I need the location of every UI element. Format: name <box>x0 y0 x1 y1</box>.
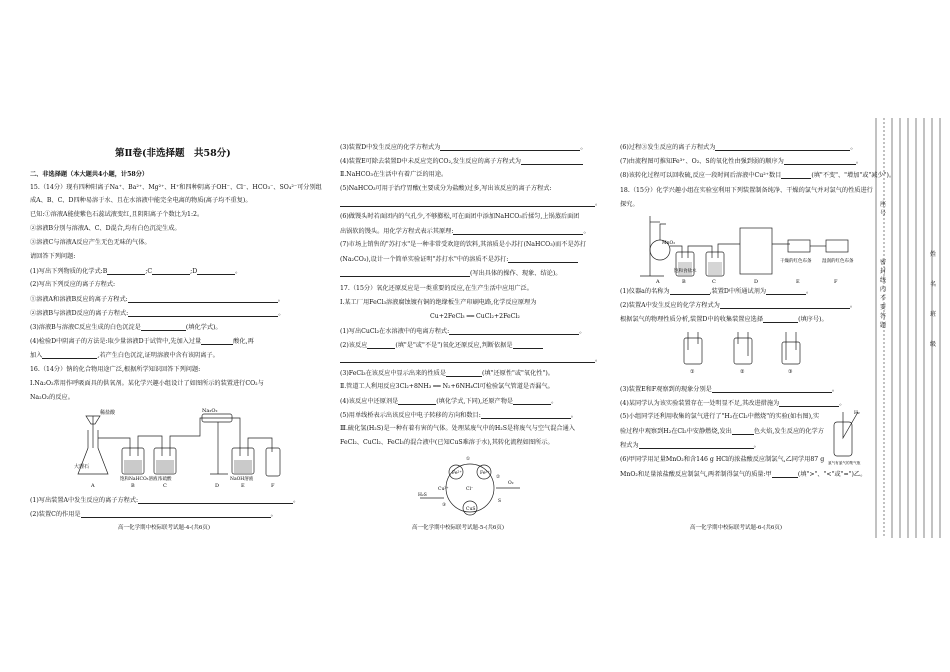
answer-blank[interactable] <box>784 158 856 165</box>
answer-blank[interactable] <box>508 256 578 263</box>
answer-blank[interactable] <box>720 302 850 309</box>
option-label: ③ <box>788 369 793 375</box>
text-line: (4)该反应中还原剂是 (填化学式,下同),还原产物是 。 <box>340 397 558 405</box>
answer-blank[interactable] <box>449 328 579 335</box>
cycle-label: CuS <box>466 507 476 512</box>
diagram-label: H₂ <box>854 411 860 416</box>
diagram-label: NaOH溶液 <box>230 477 254 482</box>
cycle-label: Cl⁻ <box>466 487 474 492</box>
answer-blank[interactable] <box>772 471 798 478</box>
diagram-letter: C <box>163 483 167 488</box>
cycle-label: ② <box>496 475 501 480</box>
q15-2: (2)写出下列反应的离子方程式: <box>30 281 116 288</box>
page-title: 第Ⅱ卷(非选择题 共58分) <box>115 148 231 159</box>
text-line: 出锅软的馒头。用化学方程式表示其原理: 。 <box>340 227 590 235</box>
diagram-label: Na₂O₂ <box>202 408 218 414</box>
binding-fields: 姓 名 班 级 <box>930 251 937 348</box>
text-line: (写出具体的操作、现象、结论)。 <box>340 270 561 277</box>
answer-blank[interactable] <box>440 144 580 151</box>
text-line: (5)用单线桥表示出该反应中电子转移的方向和数目: 。 <box>340 411 577 419</box>
apparatus-letter: A <box>656 279 660 284</box>
answer-blank[interactable] <box>141 324 186 331</box>
option-label: ① <box>690 369 695 375</box>
answer-blank[interactable] <box>715 144 850 151</box>
apparatus-label: 干燥的红色布条 <box>780 259 812 264</box>
answer-blank[interactable] <box>779 400 839 407</box>
co2-apparatus-diagram <box>50 408 290 488</box>
section-heading: 二、非选择题（本大题共4小题，计58分） <box>30 171 149 178</box>
text-line: 探究。 <box>620 201 639 208</box>
q18-intro: 18.（15分）化学兴趣小组在实验室利用下列装置制备纯净、干燥的氯气并对氯气的性质进行 <box>620 187 873 194</box>
answer-blank[interactable] <box>340 200 595 207</box>
diagram-label: 稀盐酸 <box>100 410 116 416</box>
box-d <box>740 228 772 274</box>
answer-blank[interactable] <box>128 310 278 317</box>
text-line: Ⅲ.硫化氢(H₂S)是一种有着有害的气体。处理某废气中的H₂S是将废气与空气混合通入 <box>340 425 575 432</box>
apparatus-letter: C <box>712 279 716 284</box>
q15-fact: ②溶液B分别与溶液A、C、D混合,均有白色沉淀生成。 <box>30 225 181 232</box>
answer-blank[interactable] <box>42 352 97 359</box>
apparatus-label: MnO₂ <box>662 241 675 246</box>
answer-line: 。 <box>340 200 601 207</box>
apparatus-letter: D <box>754 279 759 284</box>
q17-intro: 17.（15分）氧化还原反应是一类重要的反应,在生产生活中应用广泛。 <box>340 285 533 292</box>
diagram-label: 大理石 <box>74 464 90 470</box>
q15-intro-2: 成A、B、C、D四种易溶于水、且在水溶液中能完全电离的物质(离子均不重复)。 <box>30 197 252 204</box>
diagram-label: 氯气有氯气的集气瓶 <box>828 461 861 465</box>
h2-burning-diagram <box>828 408 868 468</box>
text-line: (1)仪器a的名称为 ,装置D中所通试剂为 。 <box>620 287 813 295</box>
text-line: (7)由流程图可推知Fe³⁺、O₂、S的氧化性由强到弱的顺序为 。 <box>620 157 863 165</box>
text-line: (6)做馒头时若面团内的气孔少,不够膨松,可在面团中添加NaHCO₃后揉匀,上锅蒸后面团 <box>340 213 580 220</box>
answer-blank[interactable] <box>712 386 832 393</box>
answer-blank[interactable] <box>367 342 395 349</box>
cycle-label: O₂ <box>508 481 514 486</box>
equation: Cu+2FeCl₃ ══ CuCl₂+2FeCl₂ <box>430 313 520 320</box>
answer-blank[interactable] <box>81 511 271 518</box>
text-line: 根据氯气的物理性质分析,装置D中的收集装置应选择 (填序号)。 <box>620 315 828 323</box>
answer-blank[interactable] <box>107 268 145 275</box>
cycle-label: H₂S <box>418 493 427 498</box>
answer-blank[interactable] <box>670 288 710 295</box>
text-line: FeCl₂、CuCl₂、FeCl₃的混合液中(已知CuS难溶于水),其转化流程如图所示。 <box>340 439 554 446</box>
q15-3: (3)溶液B与溶液C反应生成的白色沉淀是 (填化学式)。 <box>30 323 222 331</box>
diagram-letter: A <box>91 483 95 488</box>
q15-4b: 加入 ,若产生白色沉淀,证明溶液中含有该阴离子。 <box>30 351 219 359</box>
q16-intro: 16.（14分）钠的化合物用途广泛,根据所学知识回答下列问题: <box>30 366 201 373</box>
text-line: (Na₂CO₃),设计一个简单实验证明"苏打水"中的溶质不是苏打: <box>340 256 578 263</box>
binding-text: 座 号 密 封 线 内 不 要 答 题 <box>880 201 887 329</box>
tube-e <box>788 240 810 252</box>
text-line: MnO₂和足量浓盐酸反应制氯气,两者制得氯气的质量:甲 (填">"、"<"或"=")乙。 <box>620 470 867 478</box>
cycle-label: Fe³⁺ <box>480 471 490 476</box>
diagram-letter: E <box>241 483 245 488</box>
diagram-label: 浓硫酸 <box>158 477 172 482</box>
option-label: ② <box>740 369 745 375</box>
chlorine-apparatus-diagram <box>630 214 870 284</box>
collection-options <box>670 330 820 376</box>
answer-blank[interactable] <box>453 228 583 235</box>
text-line: 程式为 。 <box>620 441 760 449</box>
text-line: (4)某同学认为该实验装置存在一处明显不足,其改进措施为 。 <box>620 399 846 407</box>
answer-blank[interactable] <box>766 288 806 295</box>
q16-part-i-2: Na₂O₂的反应。 <box>30 394 74 401</box>
answer-blank[interactable] <box>513 398 551 405</box>
text-line: Ⅱ.NaHCO₃在生活中有着广泛的用途。 <box>340 171 448 178</box>
answer-blank[interactable] <box>763 316 798 323</box>
answer-blank[interactable] <box>521 158 583 165</box>
q16-part-i: Ⅰ.Na₂O₂常用作呼吸面具的供氧剂。某化学兴趣小组设计了如图所示的装置进行CO₂与 <box>30 380 264 387</box>
text-line: (2)装置A中发生反应的化学方程式为 。 <box>620 301 857 309</box>
q15-2a: ①溶液A和溶液B反应的离子方程式: 。 <box>30 295 284 303</box>
text-line: (4)装置E可除去装置D中未反应完的CO₂,发生反应的离子方程式为 <box>340 158 583 165</box>
text-line: Ⅰ.某工厂用FeCl₃溶液腐蚀镀有铜的绝缘板生产印刷电路,化学反应原理为 <box>340 299 537 306</box>
apparatus-letter: F <box>834 279 838 284</box>
cycle-label: ③ <box>442 503 447 508</box>
answer-blank[interactable] <box>197 268 235 275</box>
apparatus-label: 饱和食盐水 <box>674 269 697 274</box>
apparatus-letter: E <box>796 279 800 284</box>
text-line: 验过程中观察到H₂在Cl₂中安静燃烧,发出 色火焰,发生反应的化学方 <box>620 427 824 435</box>
apparatus-label: 湿润的红色布条 <box>822 259 854 264</box>
answer-blank[interactable] <box>639 442 754 449</box>
q15-fact: ③溶液C与溶液A反应产生无色无味的气体。 <box>30 239 151 246</box>
answer-blank[interactable] <box>781 172 811 179</box>
cylinder-f <box>266 448 280 476</box>
answer-line: 。 <box>340 356 601 363</box>
text-line: (5)小组同学还利用收集的氯气进行了"H₂在Cl₂中燃烧"的实验(如右图),实 <box>620 413 820 420</box>
page-footer: 高一化学期中校际联考试题-5-(共6页) <box>412 525 505 531</box>
text-line: (6)甲同学用足量MnO₂和含146 g HCl的浓盐酸反应制氯气,乙同学用87 g <box>620 456 825 463</box>
answer-blank[interactable] <box>128 296 278 303</box>
answer-blank[interactable] <box>732 428 754 435</box>
cycle-label: Cu²⁺ <box>438 487 449 492</box>
page-footer: 高一化学期中校际联考试题-4-(共6页) <box>118 525 211 531</box>
page-footer: 高一化学期中校际联考试题-6-(共6页) <box>690 525 783 531</box>
diagram-letter: F <box>271 483 275 488</box>
tube-f <box>826 240 848 252</box>
diagram-label: 饱和NaHCO₃溶液 <box>120 477 158 482</box>
text-line: (2)该反应 (填"是"或"不是")氧化还原反应,判断依据是 <box>340 342 543 349</box>
q16-1: (1)写出装置A中发生反应的离子方程式: 。 <box>30 496 300 504</box>
text-line: (6)过程③发生反应的离子方程式为 。 <box>620 143 857 151</box>
text-line: (3)FeCl₃在该反应中显示出来的性质是 (填"还原性"或"氧化性")。 <box>340 369 554 377</box>
text-line: (3)装置E和F观察到的现象分别是 。 <box>620 385 839 393</box>
cycle-label: Fe²⁺ <box>452 471 462 476</box>
cycle-label: S <box>498 499 502 504</box>
answer-blank[interactable] <box>398 398 436 405</box>
diagram-letter: B <box>131 483 135 488</box>
apparatus-letter: B <box>682 279 686 284</box>
text-line: Ⅱ.管道工人利用反应3Cl₂+8NH₃ ══ N₂+6NH₄Cl可检验氯气管道是否漏气。 <box>340 383 554 390</box>
answer-blank[interactable] <box>340 270 470 277</box>
text-line: (8)该转化过程可以回收硫,反应一段时间后溶液中Cu²⁺数目 (填"不变"、"增加"或"减少")。 <box>620 171 896 179</box>
q15-1: (1)写出下列物质的化学式:B ;C ;D 。 <box>30 267 242 275</box>
answer-blank[interactable] <box>340 356 595 363</box>
q15-fact: 已知:①溶液A能使紫色石蕊试液变红,且阴阳离子个数比为1:2。 <box>30 211 204 218</box>
answer-blank[interactable] <box>201 338 233 345</box>
q15-4: (4)检验D中阴离子的方法是:取少量溶液D于试管中,先加入过量 酸化,再 <box>30 337 254 345</box>
text-line: (5)NaHCO₃可用于治疗胃酸(主要成分为盐酸)过多,写出该反应的离子方程式: <box>340 185 552 192</box>
answer-blank[interactable] <box>138 497 293 504</box>
text-line: (3)装置D中发生反应的化学方程式为 。 <box>340 143 587 151</box>
q16-2: (2)装置C的作用是 。 <box>30 510 277 518</box>
cycle-label: ① <box>466 457 471 462</box>
answer-blank[interactable] <box>513 342 543 349</box>
h2s-cycle-diagram <box>410 452 530 522</box>
q15-intro: 15.（14分）现有四种阳离子Na⁺、Ba²⁺、Mg²⁺、H⁺和四种阴离子OH⁻、Cl⁻、HCO₃⁻、SO₄²⁻可分别组 <box>30 184 322 191</box>
answer-blank[interactable] <box>446 370 482 377</box>
text-line: (7)市场上销售的"苏打水"是一种非常受欢迎的饮料,其溶质是小苏打(NaHCO₃)而不是苏打 <box>340 241 587 248</box>
text-line: (1)写出CuCl₂在水溶液中的电离方程式: 。 <box>340 327 586 335</box>
q15-fact: 请回答下列问题: <box>30 253 76 260</box>
answer-blank[interactable] <box>481 412 571 419</box>
answer-blank[interactable] <box>152 268 190 275</box>
diagram-letter: D <box>215 483 220 488</box>
q15-2b: ②溶液B与溶液D反应的离子方程式: 。 <box>30 309 285 317</box>
